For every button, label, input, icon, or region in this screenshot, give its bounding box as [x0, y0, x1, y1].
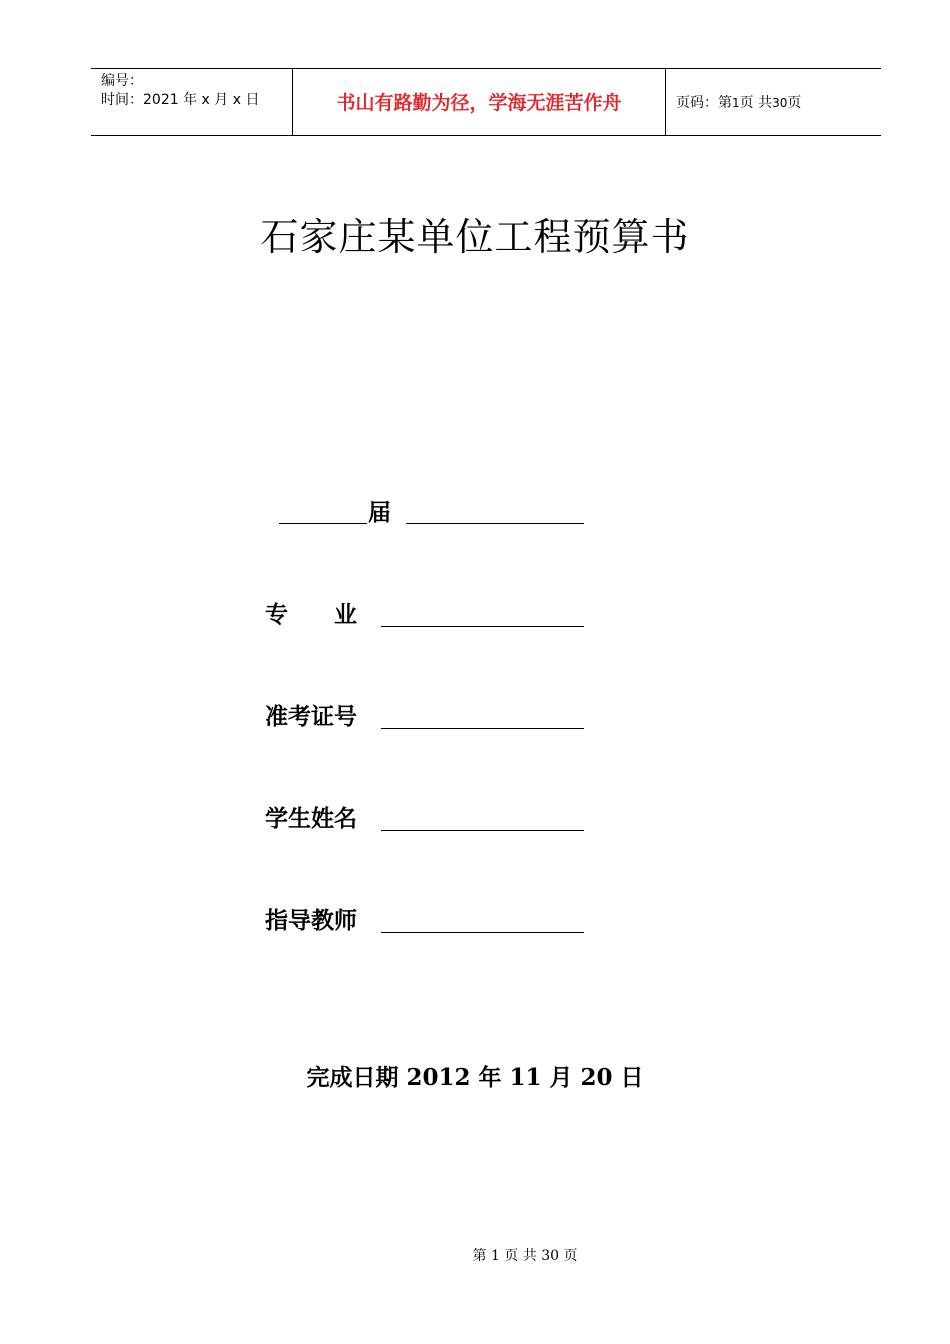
document-header	[91, 68, 881, 136]
session-label: 届	[368, 500, 391, 526]
header-right-cell	[666, 69, 881, 135]
session-year-blank[interactable]	[279, 523, 367, 524]
page-total: 30	[772, 96, 788, 110]
header-motto: 书山有路勤为径，学海无涯苦作舟	[336, 92, 622, 114]
major-blank[interactable]	[381, 626, 584, 627]
page-prefix: 页码：第	[676, 95, 732, 111]
page-mid: 页 共	[739, 95, 773, 111]
completion-date: 完成日期 2012 年 11 月 20 日	[306, 1064, 644, 1091]
student-name-blank[interactable]	[381, 830, 584, 831]
serial-number-label: 编号：	[101, 73, 143, 89]
page-footer: 第 1 页 共 30 页	[472, 1248, 578, 1264]
time-label: 时间：2021 年 x 月 x 日	[101, 92, 260, 108]
session-value-blank[interactable]	[406, 523, 584, 524]
advisor-label: 指导教师	[265, 908, 357, 934]
student-name-label: 学生姓名	[265, 806, 357, 832]
page-number: 1	[732, 96, 740, 110]
advisor-blank[interactable]	[381, 932, 584, 933]
page-suffix: 页	[787, 95, 802, 111]
major-label: 专 业	[265, 602, 357, 628]
document-title: 石家庄某单位工程预算书	[260, 215, 690, 259]
exam-id-label: 准考证号	[265, 704, 357, 730]
header-middle-cell	[293, 69, 666, 135]
exam-id-blank[interactable]	[381, 728, 584, 729]
header-page-info	[676, 94, 801, 112]
header-left-cell	[91, 69, 293, 135]
